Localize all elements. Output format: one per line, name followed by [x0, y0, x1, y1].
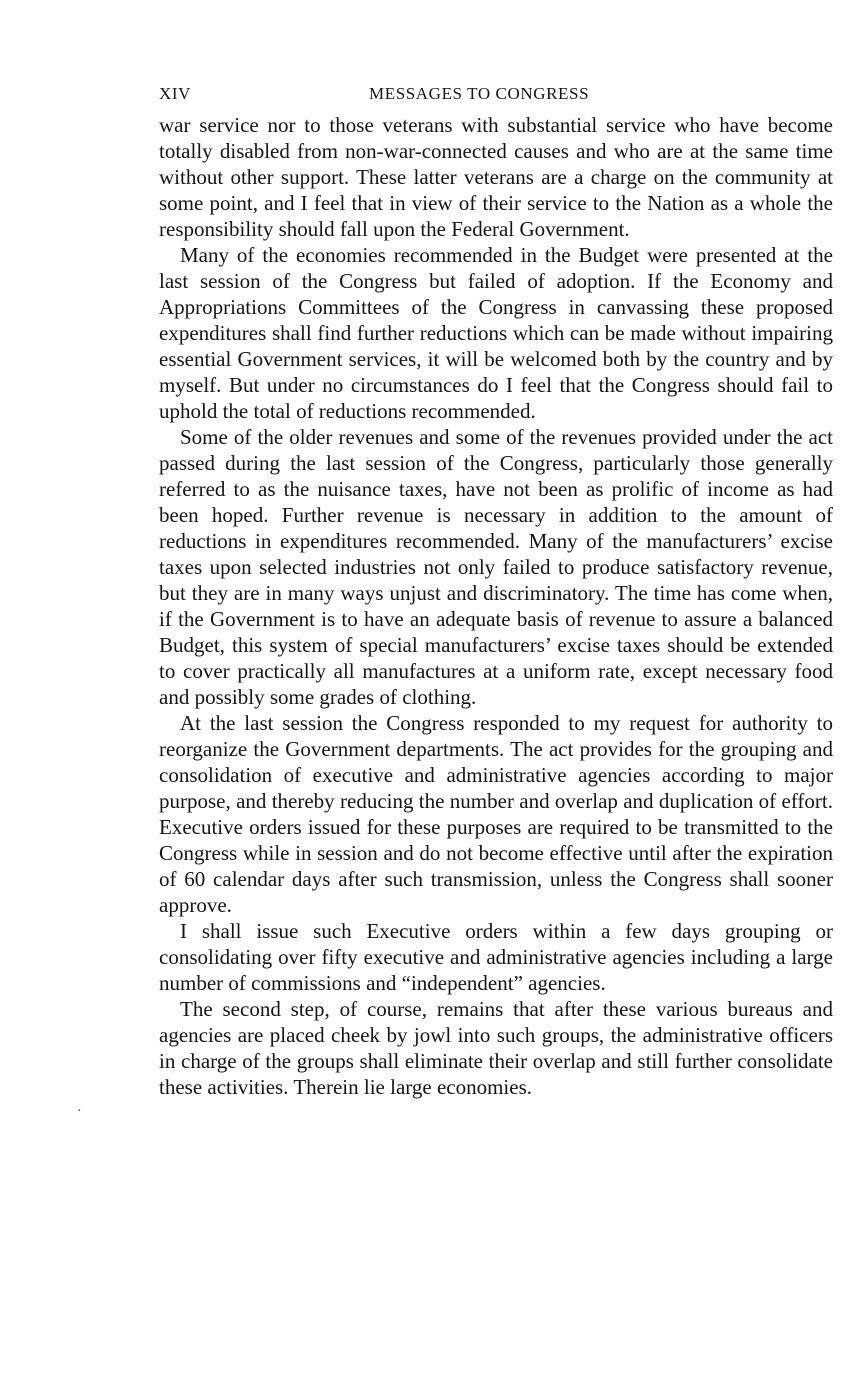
paragraph-economies: Many of the economies recommended in the Budget were presented at the last session of the Congress but failed of adoption. If the Economy and Appropriations Committees of the Congress in canvassing these proposed expenditures shall find further reductions which can be made without impairing essential Government services, it will be welcomed both by the country and by myself. But under no circumstances do I feel that the Congress should fail to uphold the total of reductions recommended.	[159, 243, 833, 423]
body-text	[159, 112, 833, 1100]
paragraph-reorganization: At the last session the Congress responded to my request for authority to reorganize the Government departments. The act provides for the grouping and consolidation of executive and administrative agencies according to major purpose, and thereby reducing the number and overlap and duplication of effort. Executive orders issued for these purposes are required to be transmitted to the Congress while in session and do not become effective until after the expiration of 60 calendar days after such transmission, unless the Congress shall sooner approve.	[159, 711, 833, 917]
page-number: XIV	[159, 84, 192, 103]
document-page	[159, 78, 833, 1100]
running-header	[159, 78, 833, 112]
stray-ink-dot: ·	[77, 1104, 82, 1119]
paragraph-revenues: Some of the older revenues and some of the revenues provided under the act passed during the last session of the Congress, particularly those generally referred to as the nuisance taxes, have not been as prolific of income as had been hoped. Further revenue is necessary in addition to the amount of reductions in expenditures recommended. Many of the manufacturers’ excise taxes upon selected industries not only failed to produce satisfactory revenue, but they are in many ways unjust and discriminatory. The time has come when, if the Government is to have an adequate basis of revenue to assure a balanced Budget, this system of special manufacturers’ excise taxes should be extended to cover practically all manufactures at a uniform rate, except necessary food and possibly some grades of clothing.	[159, 425, 833, 709]
paragraph-continued: war service nor to those veterans with substantial service who have become totally disabled from non-war-connected causes and who are at the same time without other support. These latter veterans are a charge on the community at some point, and I feel that in view of their service to the Nation as a whole the responsibility should fall upon the Federal Government.	[159, 113, 833, 241]
paragraph-executive-orders: I shall issue such Executive orders within a few days grouping or consolidating over fifty executive and administrative agencies including a large number of commissions and “independent” agencies.	[159, 919, 833, 995]
paragraph-second-step: The second step, of course, remains that after these various bureaus and agencies are placed cheek by jowl into such groups, the administrative officers in charge of the groups shall eliminate their overlap and still further consolidate these activities. Therein lie large economies.	[159, 997, 833, 1099]
running-title: MESSAGES TO CONGRESS	[369, 84, 590, 103]
